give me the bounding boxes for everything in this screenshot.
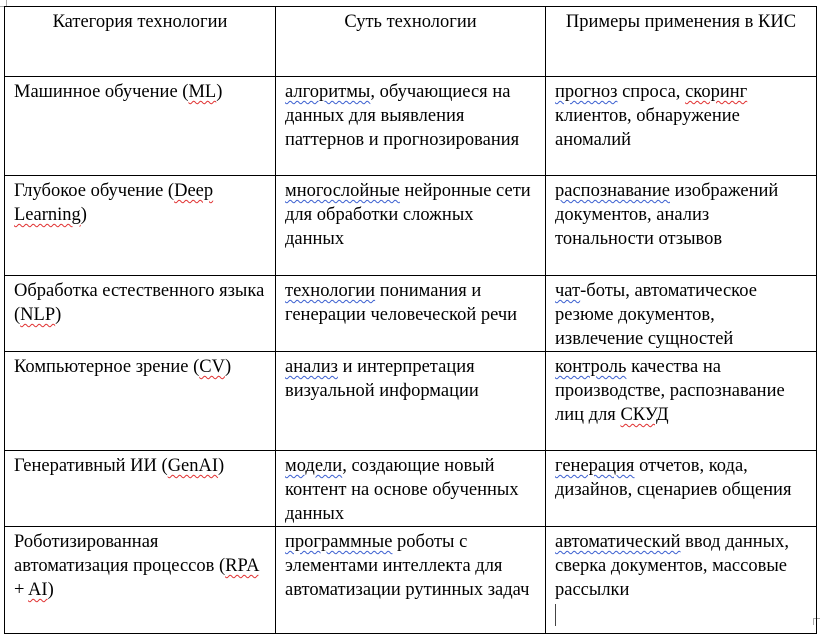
cell-text: Роботизированная автоматизация процессов ( [14,532,226,576]
category-cell[interactable] [5,77,276,176]
category-cell[interactable] [5,527,276,634]
examples-cell[interactable] [546,352,817,451]
cell-text: + [14,580,29,600]
examples-cell[interactable] [546,451,817,527]
text-cursor [555,604,556,626]
category-cell[interactable] [5,451,276,527]
essence-cell[interactable] [276,527,546,634]
cell-text: , создающие новый контент на основе обученных данных [285,456,519,524]
spellcheck-underlined-word: чат [555,281,581,301]
spellcheck-underlined-word: модели [285,456,343,476]
essence-cell[interactable] [276,352,546,451]
header-essence: Суть технологии [276,7,546,77]
cell-text: Глубокое обучение ( [14,181,175,201]
cell-text: Обработка естественного языка ( [14,281,265,325]
cell-text: Генеративный ИИ ( [14,456,168,476]
spellcheck-underlined-word: AI [28,580,48,600]
cell-text: Компьютерное зрение ( [14,357,200,377]
spellcheck-underlined-word: прогноз [555,82,618,102]
cell-text: спроса, [617,82,686,102]
essence-cell[interactable] [276,451,546,527]
table-row [5,527,817,634]
header-category: Категория технологии [5,7,276,77]
essence-cell[interactable] [276,77,546,176]
cell-text: ) [224,357,232,377]
spellcheck-underlined-word: скоринг [685,82,748,102]
cell-text: ) [47,580,54,600]
examples-cell[interactable] [546,176,817,276]
technology-table [4,6,817,634]
cell-text: -боты, автоматическое резюме документов, извлечение сущностей [555,281,757,349]
spellcheck-underlined-word: Deep [174,181,214,201]
essence-cell[interactable] [276,176,546,276]
spellcheck-underlined-word: RPA [225,556,259,576]
spellcheck-underlined-word: СКУД [620,405,669,425]
spellcheck-underlined-word: NLP [20,305,56,325]
table-row [5,77,817,176]
examples-cell[interactable] [546,527,817,634]
cell-text: и интерпретация визуальной информации [285,357,479,401]
cell-text: Машинное обучение ( [14,82,189,102]
cell-text: качества на производстве, распознавание лиц для [555,357,785,425]
table-row [5,352,817,451]
table-row [5,451,817,527]
spellcheck-underlined-word: распознавание [555,181,670,201]
table-row [5,176,817,276]
category-cell[interactable] [5,352,276,451]
spellcheck-underlined-word: Learning [14,205,81,225]
cell-text: клиентов, обнаружение аномалий [555,106,740,150]
spellcheck-underlined-word: технологии [285,281,376,301]
spellcheck-underlined-word: контроль [555,357,627,377]
cell-text: ввод данных, сверка документов, массовые рассылки [555,532,789,600]
spellcheck-underlined-word: CV [199,357,225,377]
cell-text: нейронные сети для обработки сложных данных [285,181,531,249]
spellcheck-underlined-word: анализ [285,357,338,377]
cell-text: ) [218,456,225,476]
cell-text: ) [80,205,87,225]
spellcheck-underlined-word: алгоритмы [285,82,371,102]
cell-text: ) [55,305,62,325]
cell-text: изображений документов, анализ тональности отзывов [555,181,779,249]
table-row [5,276,817,352]
cell-text: отчетов, кода, дизайнов, сценариев общения [555,456,792,500]
spellcheck-underlined-word: GenAI [167,456,219,476]
cell-text: ) [216,82,223,102]
cell-text: роботы с элементами интеллекта для автоматизации рутинных задач [285,532,530,600]
spellcheck-underlined-word: генерация [555,456,635,476]
examples-cell[interactable] [546,276,817,352]
spellcheck-underlined-word: ML [188,82,217,102]
category-cell[interactable] [5,276,276,352]
spellcheck-underlined-word: программные [285,532,393,552]
spellcheck-underlined-word: автоматический [555,532,681,552]
cell-text: понимания и генерации человеческой речи [285,281,518,325]
category-cell[interactable] [5,176,276,276]
cell-text: , обучающиеся на данных для выявления паттернов и прогнозирования [285,82,520,150]
essence-cell[interactable] [276,276,546,352]
header-examples: Примеры применения в КИС [546,7,817,77]
spellcheck-underlined-word: многослойные [285,181,400,201]
examples-cell[interactable] [546,77,817,176]
